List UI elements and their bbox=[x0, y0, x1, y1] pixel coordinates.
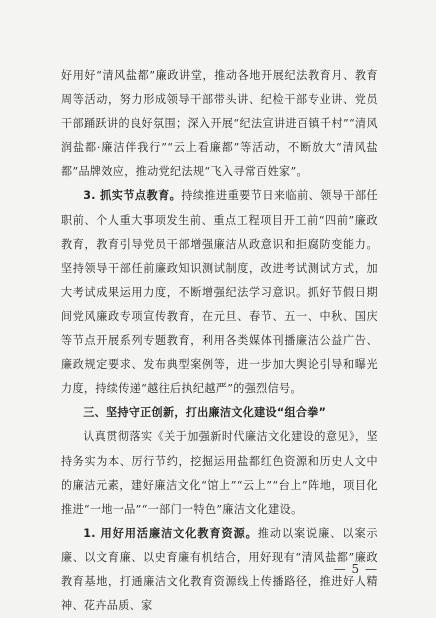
paragraph-lead-heading: 1. 用好用活廉洁文化教育资源。 bbox=[83, 526, 258, 540]
paragraph-text: 认真贯彻落实《关于加强新时代廉洁文化建设的意见》，坚持务实为本、厉行节约，挖掘运用盐都红色资源和历史人文中的廉洁元素，建好廉洁文化“馆上”“云上”“台上”阵地，项目化推进“一地一品”“一部门一特色”廉洁文化建设。 bbox=[61, 430, 378, 516]
paragraph-node-education bbox=[61, 184, 378, 401]
paragraph-education-resources bbox=[61, 522, 378, 618]
paragraph-clean-governance-lectures bbox=[61, 64, 378, 184]
paragraph-lead-heading: 3. 抓实节点教育。 bbox=[83, 189, 182, 203]
paragraph-text: 推动以案说廉、以案示廉、以文育廉、以史育廉有机结合，用好现有“清风盐都”廉政教育基地，打通廉洁文化教育资源线上传播路径，推进好人精神、花卉品质、家 bbox=[61, 526, 378, 613]
paragraph-culture-building bbox=[61, 425, 378, 521]
paragraph-text: 好用好“清风盐都”廉政讲堂，推动各地开展纪法教育月、教育周等活动，努力形成领导干部带头讲、纪检干部专业讲、党员干部踊跃讲的良好氛围；深入开展“纪法宣讲进百镇千村”“清风润盐都·廉洁伴我行”“云上看廉都”等活动，不断放大“清风盐都”品牌效应，推动党纪法规“飞入寻常百姓家”。 bbox=[61, 69, 378, 179]
body-text bbox=[61, 64, 378, 618]
paragraph-text: 持续推进重要节日来临前、领导干部任职前、个人重大事项发生前、重点工程项目开工前“四前”廉政教育，教育引导党员干部增强廉洁从政意识和拒腐防变能力。坚持领导干部任前廉政知识测试制度，改进考试测试方式，加大考试成果运用力度，不断增强纪法学习意识。抓好节假日期间党风廉政专项宣传教育，在元旦、春节、五一、中秋、国庆等节点开展系列专题教育，利用各类媒体刊播廉洁公益广告、廉政规定要求、发布典型案例等，进一步加大舆论引导和曝光力度，持续传递“越往后执纪越严”的强烈信号。 bbox=[61, 189, 379, 396]
section-heading: 三、坚持守正创新，打出廉洁文化建设“组合拳” bbox=[83, 406, 327, 420]
page-number: — 5 — bbox=[333, 562, 378, 576]
